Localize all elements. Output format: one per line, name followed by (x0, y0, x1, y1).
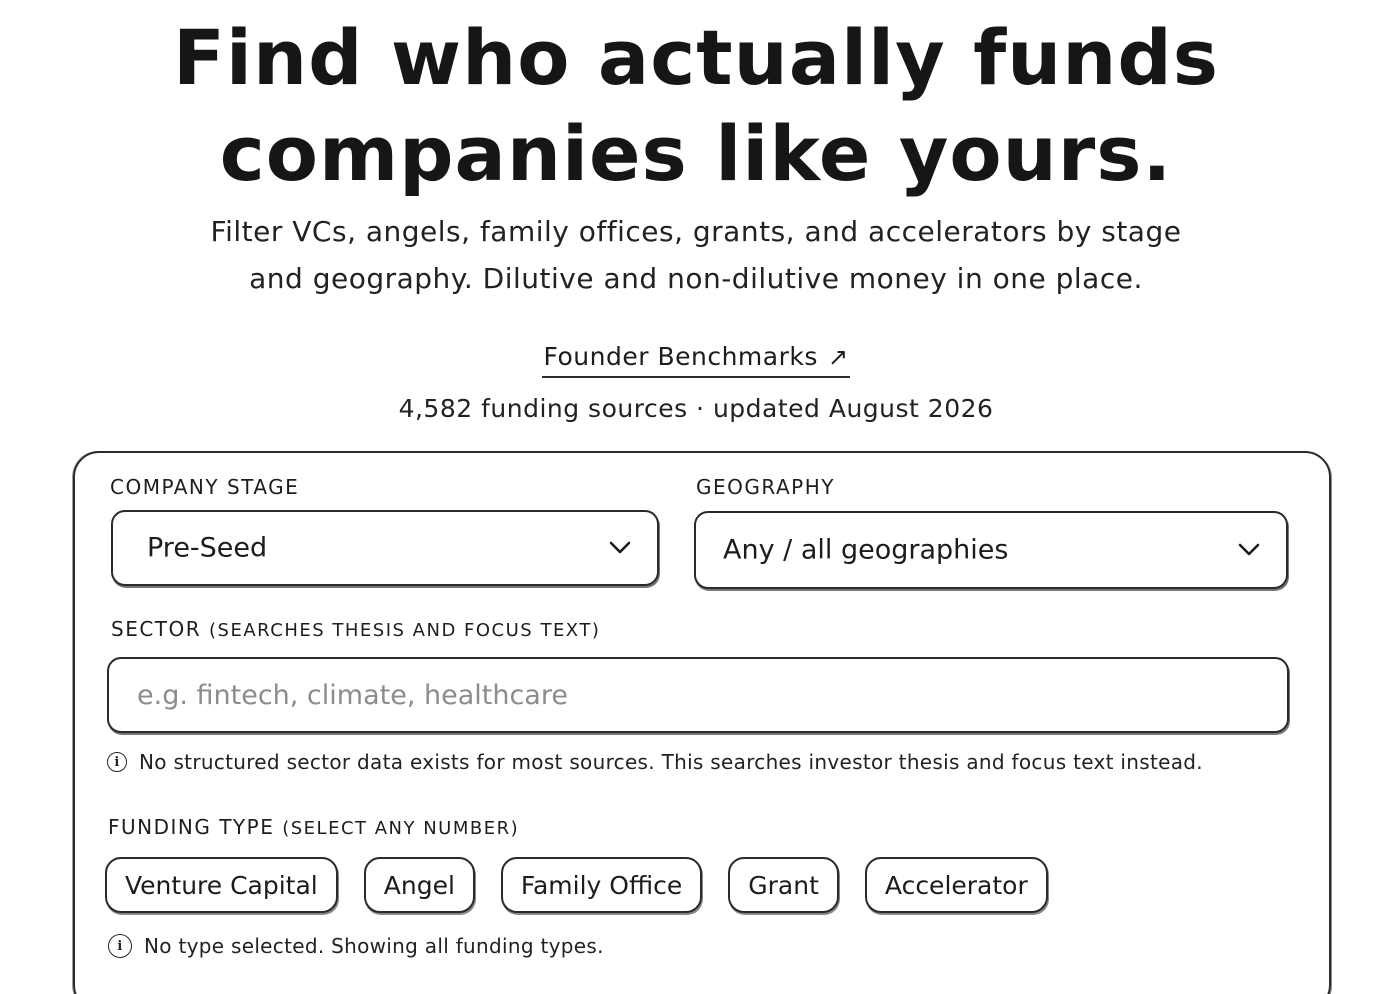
subtitle-line-2: and geography. Dilutive and non-dilutive money in one place. (249, 262, 1143, 295)
founder-benchmarks-link[interactable] (542, 338, 851, 378)
subtitle-line-1: Filter VCs, angels, family offices, grants, and accelerators by stage (210, 215, 1182, 248)
sector-search-input[interactable] (107, 657, 1289, 733)
funding-type-chips (105, 857, 1048, 913)
chip-accelerator[interactable]: Accelerator (865, 857, 1048, 913)
sector-hint-text: No structured sector data exists for most sources. This searches investor thesis and focus text instead. (139, 750, 1203, 774)
page-subtitle (196, 208, 1196, 302)
arrow-up-right-icon: ↗ (827, 343, 849, 371)
chip-angel[interactable]: Angel (364, 857, 475, 913)
page-title-line-2: companies like yours. (219, 109, 1173, 198)
chip-venture-capital[interactable]: Venture Capital (105, 857, 338, 913)
benchmarks-link-row (0, 338, 1392, 378)
sector-label-text: SECTOR (111, 617, 202, 641)
funding-type-hint-text: No type selected. Showing all funding types. (144, 934, 604, 958)
sector-label-note: (SEARCHES THESIS AND FOCUS TEXT) (209, 620, 601, 641)
funding-type-label-text: FUNDING TYPE (108, 815, 275, 839)
company-stage-select[interactable] (111, 510, 659, 586)
info-icon: i (107, 752, 127, 772)
geography-select[interactable] (694, 511, 1288, 589)
page-title (0, 10, 1392, 202)
geography-value: Any / all geographies (723, 534, 1009, 566)
sources-count: 4,582 funding sources · updated August 2026 (398, 394, 994, 423)
chip-grant[interactable]: Grant (728, 857, 839, 913)
company-stage-label: COMPANY STAGE (110, 475, 300, 499)
funding-type-label (108, 815, 519, 839)
founder-benchmarks-label: Founder Benchmarks (543, 342, 818, 371)
geography-label: GEOGRAPHY (696, 475, 835, 499)
sector-hint (107, 750, 1203, 774)
chip-family-office[interactable]: Family Office (501, 857, 702, 913)
sector-label (111, 617, 600, 641)
funding-type-hint (108, 934, 604, 958)
page-title-line-1: Find who actually funds (173, 13, 1219, 102)
chevron-down-icon (1238, 543, 1260, 557)
funding-type-label-note: (SELECT ANY NUMBER) (282, 818, 520, 839)
company-stage-value: Pre-Seed (147, 532, 268, 564)
info-icon: i (108, 934, 132, 958)
chevron-down-icon (609, 541, 631, 555)
